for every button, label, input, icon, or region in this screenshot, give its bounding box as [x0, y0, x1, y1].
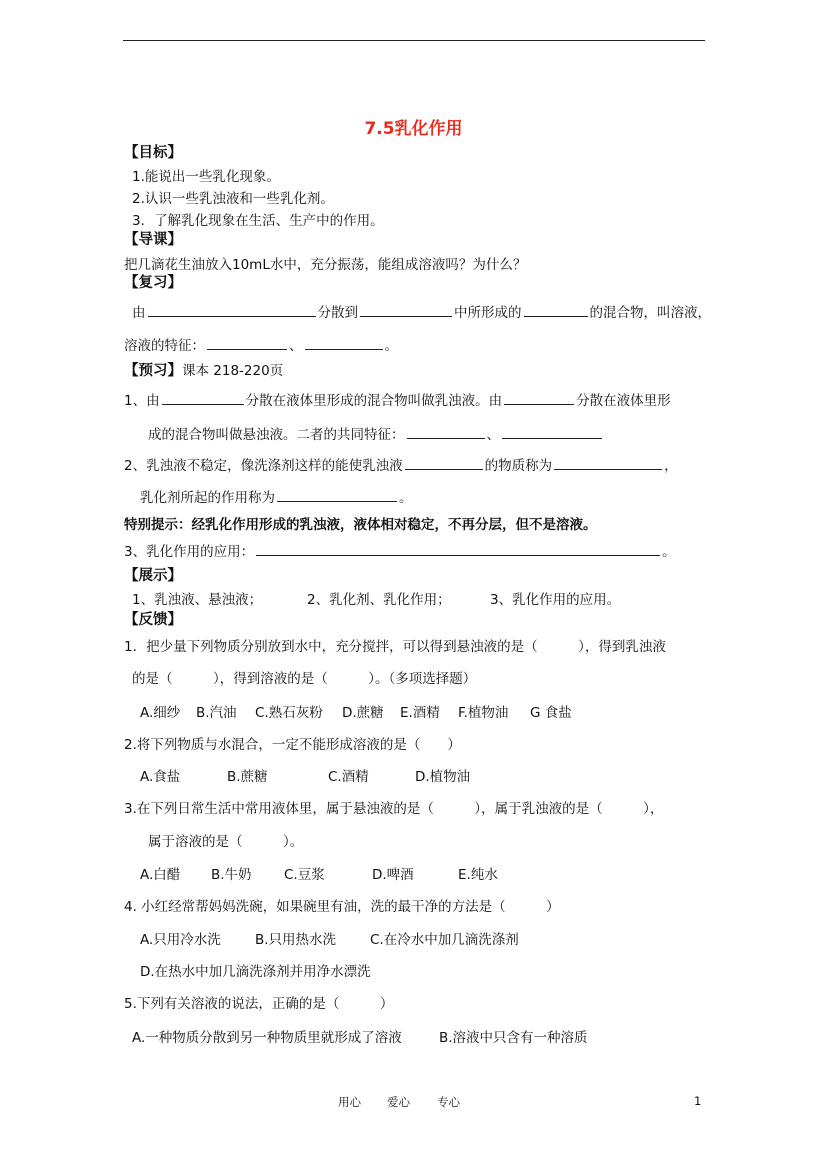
preview-text: ， — [664, 458, 678, 474]
feedback-q4-option: B.只用热水洗 — [255, 932, 337, 948]
answer-blank[interactable] — [305, 336, 383, 350]
answer-blank[interactable] — [256, 542, 660, 556]
footer-word: 爱心 — [387, 1095, 410, 1109]
footer-word: 专心 — [437, 1095, 460, 1109]
goal-item: 2.认识一些乳浊液和一些乳化剂。 — [132, 191, 334, 207]
preview-text: 分散在液体里形 — [576, 393, 671, 409]
review-line-2 — [124, 336, 398, 355]
feedback-q1-option: C.熟石灰粉 — [255, 705, 323, 721]
feedback-q3-option: C.豆浆 — [284, 867, 325, 883]
header-rule — [123, 40, 705, 41]
feedback-q4-option: D.在热水中加几滴洗涤剂并用净水漂洗 — [140, 964, 371, 980]
feedback-q1-option: E.酒精 — [400, 705, 440, 721]
review-line-1 — [132, 303, 711, 322]
feedback-q4-option: A.只用冷水洗 — [140, 932, 221, 948]
feedback-q1-line-1: 1．把少量下列物质分别放到水中，充分搅拌，可以得到悬浊液的是（ ），得到乳浊液 — [124, 639, 666, 655]
goal-item: 3．了解乳化现象在生活、生产中的作用。 — [132, 213, 384, 229]
preview-text: 分散在液体里形成的混合物叫做乳浊液。由 — [245, 393, 503, 409]
feedback-q3-option: B.牛奶 — [211, 867, 252, 883]
feedback-q3-line-1: 3.在下列日常生活中常用液体里，属于悬浊液的是（ ），属于乳浊液的是（ ）， — [124, 801, 664, 817]
preview-text: 、 — [486, 427, 500, 443]
show-item: 3、乳化作用的应用。 — [490, 592, 621, 608]
goals-heading: 【目标】 — [124, 145, 182, 161]
review-text: 。 — [384, 338, 398, 354]
preview-q1-line-2 — [148, 425, 604, 444]
show-item: 2、乳化剂、乳化作用； — [307, 592, 451, 608]
review-text: 溶液的特征： — [124, 338, 205, 354]
footer-word: 用心 — [338, 1095, 361, 1109]
feedback-q1-option: F.植物油 — [458, 705, 509, 721]
preview-q1-line-1 — [124, 391, 671, 410]
answer-blank[interactable] — [502, 425, 602, 439]
preview-heading: 【预习】 — [124, 363, 182, 379]
review-text: 、 — [289, 338, 303, 354]
answer-blank[interactable] — [405, 456, 483, 470]
show-heading: 【展示】 — [124, 568, 182, 584]
feedback-q4-option: C.在冷水中加几滴洗涤剂 — [370, 932, 519, 948]
feedback-q1-line-2: 的是（ ），得到溶液的是（ ）。（多项选择题） — [132, 671, 477, 687]
feedback-q3-option: E.纯水 — [458, 867, 498, 883]
review-heading: 【复习】 — [124, 275, 182, 291]
review-text: 中所形成的 — [454, 305, 522, 321]
goal-item: 1.能说出一些乳化现象。 — [132, 169, 280, 185]
preview-ref: 课本 218-220页 — [182, 363, 284, 379]
preview-text: 3、乳化作用的应用： — [124, 544, 255, 560]
intro-heading: 【导课】 — [124, 232, 182, 248]
feedback-q1-option: B.汽油 — [196, 705, 237, 721]
answer-blank[interactable] — [554, 456, 662, 470]
feedback-q5-line-1: 5.下列有关溶液的说法，正确的是（ ） — [124, 996, 394, 1012]
feedback-q2-option: B.蔗糖 — [227, 769, 268, 785]
review-text: 分散到 — [317, 305, 358, 321]
preview-text: 成的混合物叫做悬浊液。二者的共同特征： — [148, 427, 405, 443]
answer-blank[interactable] — [277, 488, 397, 502]
preview-text: 2、乳浊液不稳定，像洗涤剂这样的能使乳浊液 — [124, 458, 403, 474]
preview-text: 乳化剂所起的作用称为 — [140, 490, 275, 506]
answer-blank[interactable] — [207, 336, 287, 350]
answer-blank[interactable] — [162, 391, 244, 405]
answer-blank[interactable] — [504, 391, 574, 405]
feedback-q3-option: A.白醋 — [140, 867, 181, 883]
feedback-q1-option: A.细纱 — [140, 705, 181, 721]
preview-text: 的物质称为 — [484, 458, 553, 474]
special-tip: 特别提示：经乳化作用形成的乳浊液，液体相对稳定，不再分层，但不是溶液。 — [124, 517, 597, 533]
feedback-q5-option: B.溶液中只含有一种溶质 — [439, 1030, 588, 1046]
feedback-q1-option: D.蔗糖 — [342, 705, 384, 721]
preview-q3-line — [124, 542, 676, 561]
answer-blank[interactable] — [524, 303, 588, 317]
feedback-q2-line-1: 2.将下列物质与水混合，一定不能形成溶液的是（ ） — [124, 737, 461, 753]
show-item: 1、乳浊液、悬浊液； — [132, 592, 263, 608]
preview-heading-line — [124, 362, 283, 380]
feedback-q4-line-1: 4. 小红经常帮妈妈洗碗，如果碗里有油，洗的最干净的方法是（ ） — [124, 899, 560, 915]
answer-blank[interactable] — [407, 425, 485, 439]
feedback-q2-option: D.植物油 — [415, 769, 471, 785]
feedback-q2-option: C.酒精 — [328, 769, 369, 785]
feedback-q3-option: D.啤酒 — [372, 867, 414, 883]
feedback-q1-option: G 食盐 — [530, 705, 572, 721]
page-number: 1 — [694, 1094, 702, 1108]
preview-q2-line-1 — [124, 456, 678, 475]
feedback-q2-option: A.食盐 — [140, 769, 181, 785]
answer-blank[interactable] — [360, 303, 452, 317]
preview-q2-line-2 — [140, 488, 413, 507]
document-title: 7.5乳化作用 — [364, 119, 463, 139]
answer-blank[interactable] — [148, 303, 316, 317]
preview-text: 1、由 — [124, 393, 160, 409]
feedback-heading: 【反馈】 — [124, 612, 182, 628]
preview-text: 。 — [399, 490, 413, 506]
review-text: 的混合物，叫溶液， — [589, 305, 711, 321]
review-text: 由 — [132, 305, 146, 321]
feedback-q3-line-2: 属于溶液的是（ ）。 — [148, 834, 304, 850]
preview-text: 。 — [662, 544, 676, 560]
intro-text: 把几滴花生油放入10mL水中，充分振荡，能组成溶液吗？为什么？ — [124, 257, 527, 273]
feedback-q5-option: A.一种物质分散到另一种物质里就形成了溶液 — [132, 1030, 402, 1046]
